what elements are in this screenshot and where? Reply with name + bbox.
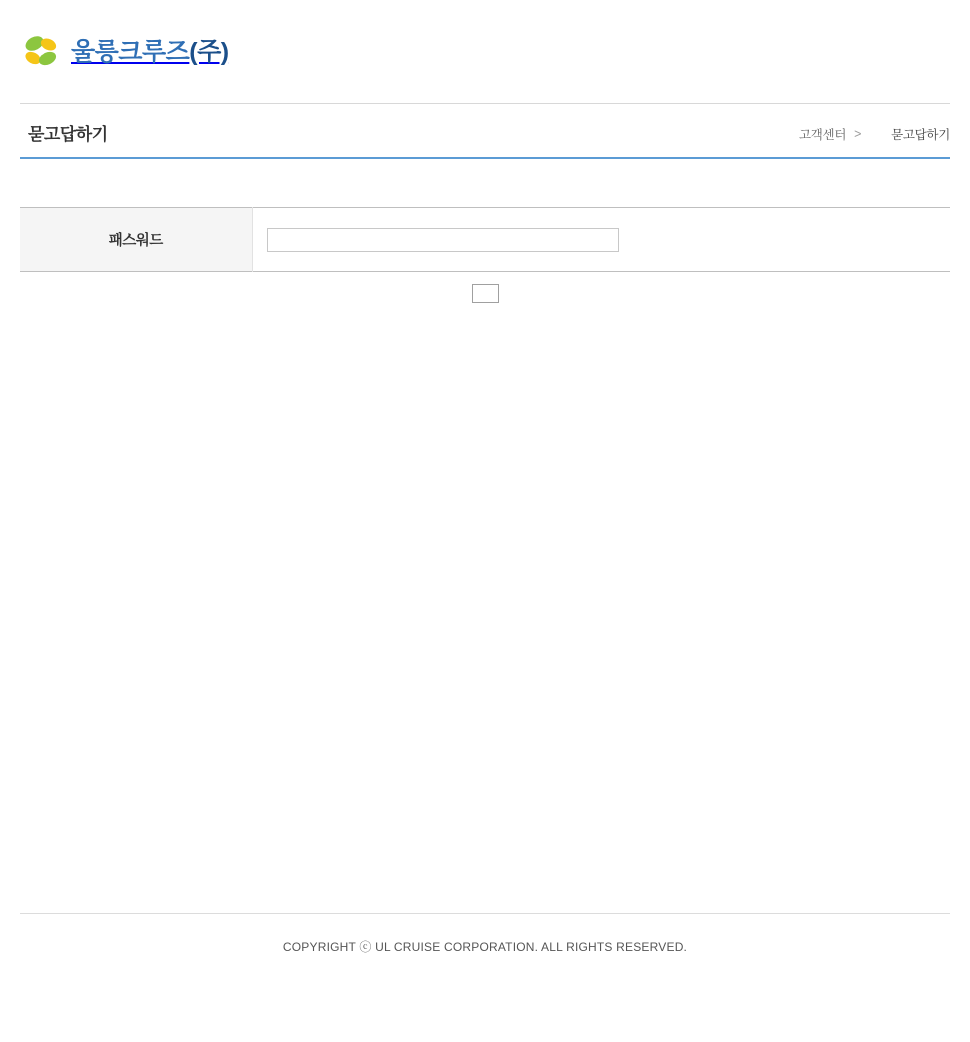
logo-text-suffix: (주) — [189, 37, 229, 66]
logo-text — [71, 37, 229, 66]
breadcrumb-separator-icon: > — [854, 127, 862, 141]
breadcrumb-current: 묻고답하기 — [891, 128, 950, 142]
page-title-bar — [20, 103, 950, 159]
site-logo-link[interactable] — [21, 30, 229, 74]
password-label: 패스워드 — [20, 208, 252, 272]
submit-button[interactable] — [472, 284, 499, 303]
footer-copyright: COPYRIGHT ⓒ UL CRUISE CORPORATION. ALL RIGHTS RESERVED. — [282, 940, 688, 954]
password-form-table — [20, 207, 950, 272]
password-form — [20, 207, 950, 307]
password-input[interactable] — [267, 228, 619, 252]
logo-text-main: 울릉크루즈 — [71, 37, 190, 66]
breadcrumb — [799, 125, 950, 143]
page-title: 묻고답하기 — [28, 125, 108, 144]
table-row — [20, 208, 950, 272]
pinwheel-flower-logo-icon — [21, 32, 61, 72]
footer-divider — [20, 913, 950, 914]
breadcrumb-parent[interactable]: 고객센터 — [799, 128, 847, 142]
site-header — [0, 0, 970, 103]
password-field-cell — [252, 208, 950, 272]
submit-button-row — [20, 284, 950, 307]
